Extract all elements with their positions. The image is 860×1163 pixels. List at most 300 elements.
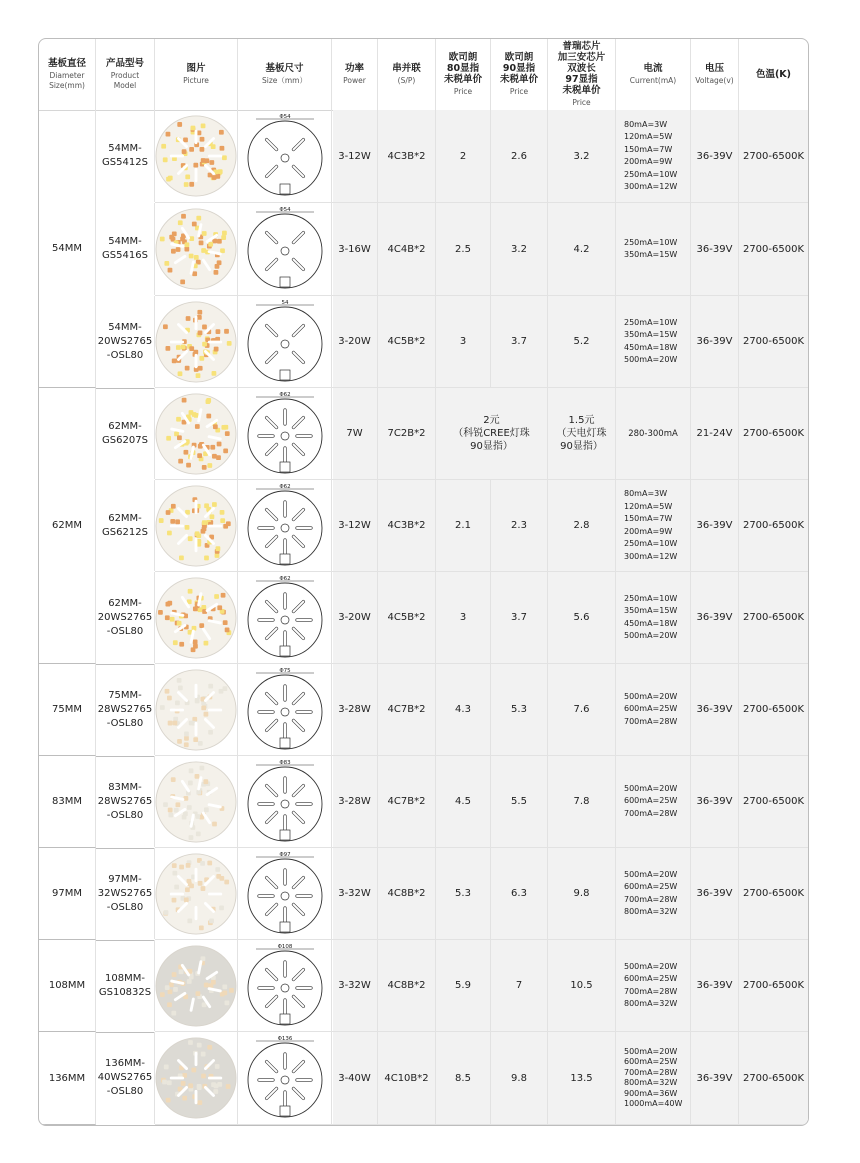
led-chip (226, 521, 231, 526)
led-chip (209, 918, 214, 923)
size-drawing-cell (238, 388, 332, 479)
led-chip (162, 1080, 167, 1085)
color-temp-cell: 2700-6500K (742, 336, 805, 347)
led-chip (204, 503, 209, 508)
led-chip (179, 969, 184, 974)
price-osram-90-cell: 5.3 (491, 664, 548, 755)
header-col-cn: 电压 (704, 63, 724, 74)
current-line: 500mA=20W (624, 961, 678, 971)
led-chip (161, 144, 166, 149)
led-chip (172, 972, 177, 977)
voltage-cell: 36-39V (691, 1032, 739, 1124)
led-chip (217, 441, 222, 446)
led-chip (217, 239, 222, 244)
led-chip (168, 989, 173, 994)
current-cell (616, 296, 691, 387)
led-chip (166, 435, 171, 440)
led-chip (170, 616, 175, 621)
led-chip (197, 1100, 202, 1105)
led-chip (163, 802, 168, 807)
led-chip (164, 910, 169, 915)
led-chip (195, 773, 200, 778)
header-col (238, 39, 332, 110)
pcb-board (156, 393, 236, 473)
size-drawing-cell (238, 1032, 332, 1124)
color-temp-cell: 2700-6500K (742, 243, 805, 255)
size-drawing-cell (238, 110, 332, 202)
led-chip (178, 220, 183, 225)
led-chip (215, 553, 220, 558)
diameter-group-cell: 62MM (39, 388, 96, 664)
voltage-cell: 36-39V (691, 756, 739, 847)
led-chip (166, 177, 171, 182)
led-chip (165, 615, 170, 620)
led-chip (184, 247, 189, 252)
current-cell (616, 664, 691, 755)
spec-table (39, 39, 808, 1125)
led-chip (188, 1083, 193, 1088)
led-chip (175, 519, 180, 524)
product-model: 136MM- 40WS2765 -OSL80 (97, 1058, 153, 1097)
pcb-photo (155, 483, 237, 569)
pcb-photo (155, 391, 237, 477)
picture-cell (155, 203, 238, 295)
led-chip (189, 346, 194, 351)
led-chip (189, 182, 194, 187)
header-col-en: Size（mm） (261, 76, 307, 85)
led-chip (165, 985, 170, 990)
header-col-cn: 功率 (344, 63, 364, 74)
price-dual-wave-97-cell: 10.5 (548, 940, 616, 1031)
size-drawing-cell (238, 296, 332, 387)
led-chip (212, 502, 217, 507)
board-drawing (244, 760, 326, 844)
led-chip (223, 686, 228, 691)
current-line: 350mA=15W (624, 250, 678, 259)
led-chip (193, 163, 198, 168)
led-chip (164, 261, 169, 266)
led-chip (187, 918, 192, 923)
led-chip (193, 639, 198, 644)
product-model-cell (96, 572, 155, 663)
picture-cell (155, 572, 238, 663)
color-temp-cell: 2700-6500K (742, 796, 805, 807)
led-chip (182, 397, 187, 402)
dimension-label: Φ83 (278, 759, 291, 766)
board-drawing (244, 114, 326, 198)
table-row (102, 480, 808, 572)
led-chip (199, 623, 204, 628)
board-drawing (244, 300, 326, 384)
led-chip (197, 309, 202, 314)
price-osram-80-cell: 3 (436, 572, 491, 663)
led-chip (216, 546, 221, 551)
series-parallel-cell: 4C8B*2 (378, 940, 436, 1031)
led-chip (222, 231, 227, 236)
led-chip (188, 1040, 193, 1045)
current-cell (616, 848, 691, 939)
led-chip (215, 867, 220, 872)
series-parallel-cell: 4C5B*2 (378, 572, 436, 663)
center-hole (281, 154, 289, 162)
center-hole (281, 800, 289, 808)
size-drawing-cell (238, 572, 332, 663)
led-chip (189, 254, 194, 259)
series-parallel-cell: 4C5B*2 (378, 296, 436, 387)
led-chip (181, 214, 186, 219)
led-chip (191, 1068, 196, 1073)
header-col (616, 39, 691, 110)
pcb-board (156, 853, 236, 933)
wire-notch (280, 830, 290, 840)
series-parallel-cell: 4C4B*2 (378, 203, 436, 295)
pcb-photo (155, 575, 237, 661)
header-col-en: Voltage(v) (695, 76, 734, 85)
led-chip (209, 160, 214, 165)
price-osram-80-cell: 5.9 (436, 940, 491, 1031)
power-cell: 3-32W (332, 848, 378, 939)
header-col-cn: 基板直径 (47, 58, 86, 69)
header-col-en: Price (509, 87, 529, 96)
product-model-cell (96, 110, 155, 202)
led-chip (229, 988, 234, 993)
table-row (98, 940, 808, 1032)
led-chip (182, 1096, 187, 1101)
power-cell: 3-12W (332, 480, 378, 571)
header-col (691, 39, 739, 110)
led-chip (201, 705, 206, 710)
led-chip (188, 588, 193, 593)
led-chip (192, 222, 197, 227)
led-chip (178, 458, 183, 463)
led-chip (186, 462, 191, 467)
pcb-photo (155, 299, 237, 385)
led-chip (189, 147, 194, 152)
size-drawing-cell (238, 480, 332, 571)
led-chip (177, 435, 182, 440)
price-dual-wave-97-cell: 9.8 (548, 848, 616, 939)
led-chip (177, 122, 182, 127)
led-chip (221, 235, 226, 240)
picture-cell (155, 940, 238, 1031)
led-chip (171, 503, 176, 508)
led-chip (197, 1084, 202, 1089)
led-chip (167, 530, 172, 535)
product-model-cell (96, 1032, 155, 1124)
power-cell: 3-20W (332, 296, 378, 387)
price-osram-80-cell: 3 (436, 296, 491, 387)
led-chip (160, 992, 165, 997)
led-chip (207, 860, 212, 865)
product-model: 62MM- GS6207S (102, 420, 148, 446)
header-col-cn: 串并联 (392, 63, 421, 74)
table-row (97, 848, 808, 940)
current-cell (616, 110, 691, 202)
led-chip (220, 991, 225, 996)
power-cell: 7W (332, 388, 378, 479)
led-chip (210, 514, 215, 519)
current-line: 700mA=28W (624, 1067, 678, 1077)
current-cell (616, 480, 691, 571)
current-line: 250mA=10W (624, 539, 678, 548)
picture-cell (155, 296, 238, 387)
led-chip (220, 146, 225, 151)
header-col-en: Price (572, 98, 591, 107)
led-chip (207, 1045, 212, 1050)
led-chip (168, 812, 173, 817)
led-chip (175, 700, 180, 705)
led-chip (200, 147, 205, 152)
led-chip (163, 157, 168, 162)
pcb-photo (155, 206, 237, 292)
led-chip (196, 789, 201, 794)
header-col-cn: 产品型号 (105, 58, 144, 69)
led-chip (183, 138, 188, 143)
led-chip (171, 777, 176, 782)
current-cell (616, 940, 691, 1031)
center-hole (281, 892, 289, 900)
led-chip (224, 328, 229, 333)
led-chip (223, 424, 228, 429)
center-hole (281, 524, 289, 532)
header-col-en: Price (453, 87, 473, 96)
price-osram-90-cell: 2.3 (491, 480, 548, 571)
led-chip (165, 688, 170, 693)
center-hole (281, 708, 289, 716)
product-model: 54MM- GS5416S (102, 236, 148, 261)
picture-cell (155, 110, 238, 202)
dimension-label: Φ136 (277, 1036, 292, 1042)
current-line: 300mA=12W (624, 182, 678, 191)
header-col (436, 39, 491, 110)
led-chip (174, 884, 179, 889)
led-chip (213, 1089, 218, 1094)
led-chip (202, 324, 207, 329)
led-chip (200, 765, 205, 770)
led-chip (176, 802, 181, 807)
led-chip (202, 341, 207, 346)
current-line: 250mA=10W (624, 237, 678, 247)
product-model: 75MM- 28WS2765 -OSL80 (97, 689, 153, 729)
series-parallel-cell: 4C7B*2 (378, 756, 436, 847)
led-chip (201, 528, 206, 533)
picture-cell (155, 848, 238, 939)
color-temp-cell: 2700-6500K (742, 888, 805, 899)
led-chip (213, 424, 218, 429)
current-line: 250mA=10W (624, 317, 678, 327)
current-line: 700mA=28W (624, 986, 678, 996)
diameter-group-cell: 108MM (39, 940, 96, 1032)
led-chip (184, 897, 189, 902)
current-line: 200mA=9W (624, 157, 673, 166)
led-chip (185, 242, 190, 247)
led-chip (181, 1081, 186, 1086)
led-chip (158, 609, 163, 614)
header-col (96, 39, 155, 110)
current-line: 500mA=20W (624, 869, 678, 879)
led-chip (214, 270, 219, 275)
led-chip (226, 1084, 231, 1089)
current-line: 200mA=9W (624, 526, 673, 536)
led-chip (208, 242, 213, 247)
led-chip (187, 979, 192, 984)
dimension-label: Φ97 (278, 851, 291, 858)
price-osram-90-cell: 2.6 (491, 110, 548, 202)
pcb-photo (155, 667, 237, 753)
voltage-cell: 36-39V (691, 296, 739, 387)
led-chip (193, 737, 198, 742)
dual-wave-price-cell: 1.5元 （天电灯珠 90显指） (548, 388, 616, 479)
current-line: 800mA=32W (624, 1078, 678, 1087)
price-osram-90-cell: 5.5 (491, 756, 548, 847)
led-chip (220, 248, 225, 253)
led-chip (216, 329, 221, 334)
led-chip (202, 464, 207, 469)
led-chip (168, 807, 173, 812)
led-chip (201, 123, 206, 128)
current-line: 120mA=5W (624, 501, 673, 511)
led-chip (204, 555, 209, 560)
current-line: 600mA=25W (624, 974, 678, 983)
diameter-group-cell: 97MM (39, 848, 96, 940)
table-row (97, 1032, 808, 1125)
dimension-label: Φ54 (278, 207, 291, 213)
led-chip (177, 677, 182, 682)
led-chip (179, 555, 184, 560)
led-chip (193, 643, 198, 648)
led-chip (176, 345, 181, 350)
price-osram-90-cell: 3.7 (491, 572, 548, 663)
voltage-cell: 36-39V (691, 664, 739, 755)
led-chip (206, 398, 211, 403)
current-line: 500mA=20W (624, 1046, 678, 1056)
board-drawing (244, 484, 326, 568)
product-model-cell (96, 756, 155, 847)
led-chip (188, 780, 193, 785)
center-hole (281, 432, 289, 440)
dimension-label: Φ54 (278, 114, 291, 120)
led-chip (199, 925, 204, 930)
led-chip (203, 779, 208, 784)
led-chip (196, 373, 201, 378)
picture-cell (155, 480, 238, 571)
led-chip (204, 711, 209, 716)
table-header (39, 39, 808, 111)
header-col (378, 39, 436, 110)
current-line: 350mA=15W (624, 330, 678, 339)
led-chip (198, 365, 203, 370)
led-chip (166, 132, 171, 137)
wire-notch (280, 554, 290, 564)
led-chip (185, 365, 190, 370)
led-chip (194, 255, 199, 260)
led-chip (196, 831, 201, 836)
led-chip (192, 412, 197, 417)
led-chip (211, 979, 216, 984)
picture-cell (155, 388, 238, 479)
board-drawing (244, 392, 326, 476)
header-col-cn: 欧司朗 90显指 未税单价 (499, 52, 538, 85)
led-chip (186, 863, 191, 868)
table-row (97, 664, 808, 756)
diameter-group-cell: 54MM (39, 110, 96, 388)
led-chip (206, 413, 211, 418)
price-osram-80-cell: 5.3 (436, 848, 491, 939)
diameter-group-cell: 136MM (39, 1032, 96, 1125)
current-line: 300mA=12W (624, 551, 678, 561)
led-chip (217, 605, 222, 610)
current-line: 150mA=7W (624, 514, 673, 523)
led-chip (201, 1052, 206, 1057)
current-line: 350mA=15W (624, 606, 678, 615)
header-col-cn: 普瑞芯片 加三安芯片 双波长 97显指 未税单价 (557, 41, 606, 96)
board-drawing (244, 852, 326, 936)
picture-cell (155, 664, 238, 755)
header-col-en: Current(mA) (629, 76, 677, 85)
led-chip (225, 627, 230, 632)
current-line: 80mA=3W (624, 489, 668, 498)
led-chip (180, 280, 185, 285)
led-chip (184, 735, 189, 740)
led-chip (164, 1065, 169, 1070)
led-chip (216, 873, 221, 878)
table-row (102, 388, 808, 480)
wire-notch (280, 1014, 290, 1024)
led-chip (208, 683, 213, 688)
price-osram-80-cell: 4.3 (436, 664, 491, 755)
led-chip (168, 268, 173, 273)
led-chip (168, 720, 173, 725)
wire-notch (280, 277, 290, 287)
current-line: 900mA=36W (624, 1088, 678, 1098)
pcb-photo (155, 1035, 237, 1121)
led-chip (224, 879, 229, 884)
header-col-en: Power (343, 76, 366, 85)
led-chip (201, 605, 206, 610)
current-line: 500mA=20W (624, 631, 678, 640)
current-line: 700mA=28W (624, 808, 678, 818)
led-chip (200, 137, 205, 142)
table-row (97, 756, 808, 848)
wire-notch (280, 184, 290, 194)
led-chip (167, 1080, 172, 1085)
led-chip (212, 453, 217, 458)
header-col-cn: 图片 (186, 63, 206, 74)
led-chip (197, 453, 202, 458)
led-chip (198, 330, 203, 335)
board-drawing (244, 207, 326, 291)
led-chip (184, 742, 189, 747)
power-cell: 3-40W (332, 1032, 378, 1124)
board-drawing (244, 576, 326, 660)
diameter-group-cell: 83MM (39, 756, 96, 848)
product-model-cell (96, 296, 155, 387)
led-chip (204, 640, 209, 645)
header-col (332, 39, 378, 110)
current-line: 700mA=28W (624, 716, 678, 726)
led-chip (172, 863, 177, 868)
led-chip (173, 720, 178, 725)
led-chip (189, 768, 194, 773)
current-line: 1000mA=40W (624, 1099, 683, 1108)
led-chip (159, 518, 164, 523)
led-chip (223, 620, 228, 625)
pcb-photo (155, 943, 237, 1029)
led-chip (201, 886, 206, 891)
color-temp-cell: 2700-6500K (742, 520, 805, 531)
led-chip (222, 155, 227, 160)
led-chip (198, 880, 203, 885)
